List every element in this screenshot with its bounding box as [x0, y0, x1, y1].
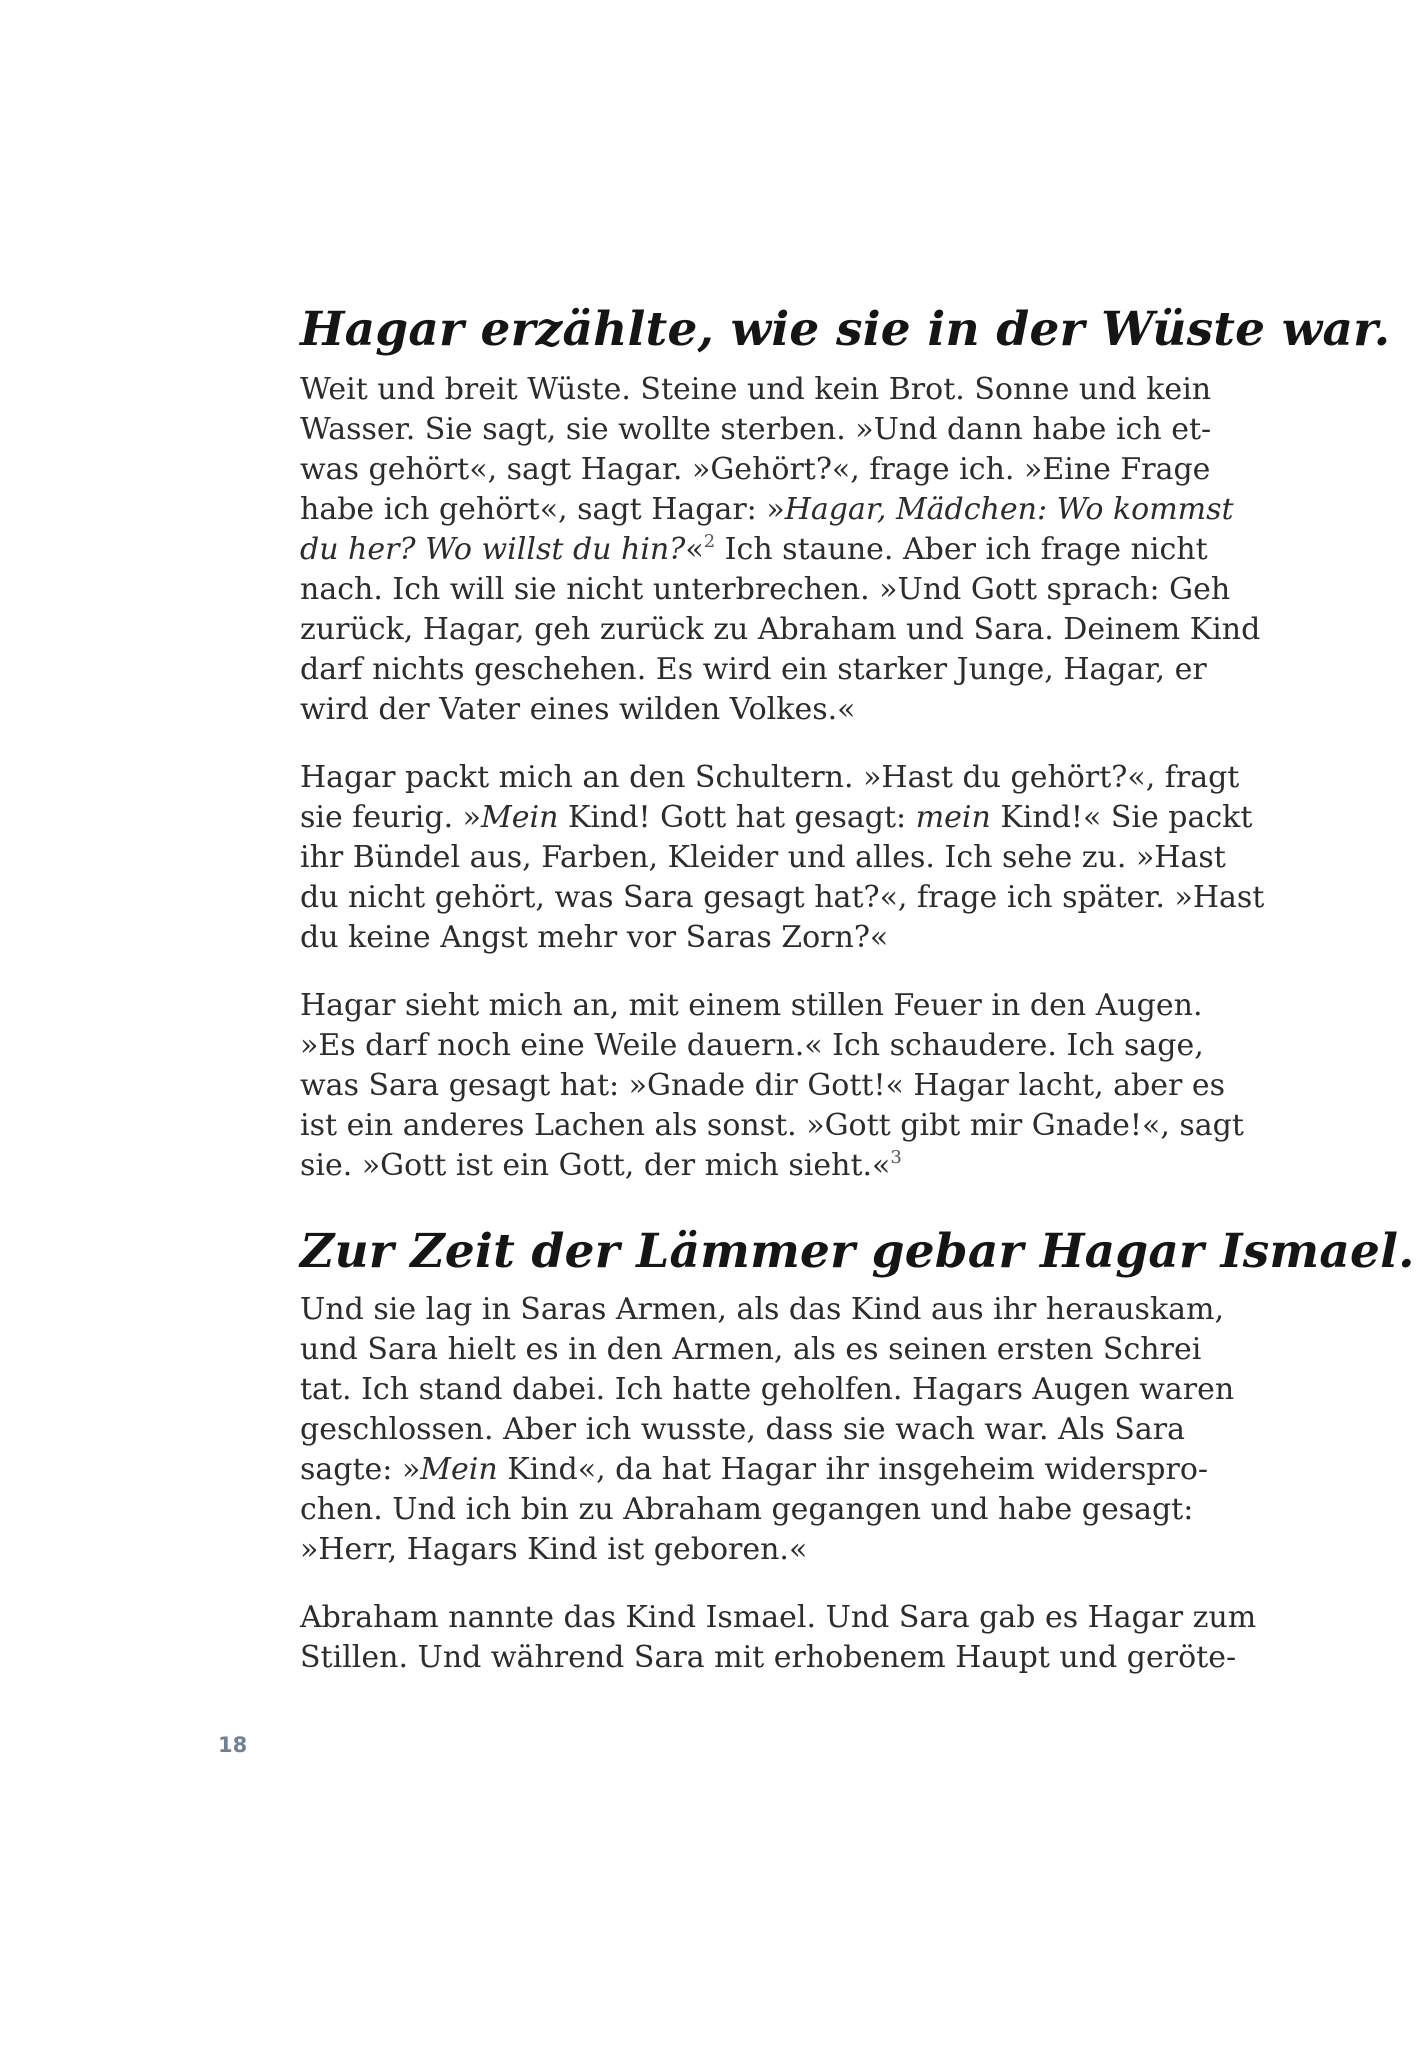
italic-text: Mein: [481, 800, 559, 835]
text-line: [300, 490, 1234, 530]
text-segment: du nicht gehört, was Sara gesagt hat?«, frage ich später. »Hast: [300, 880, 1265, 915]
text-segment: Ich staune. Aber ich frage nicht: [715, 532, 1208, 567]
text-line: [300, 1290, 1224, 1330]
text-line: [300, 758, 1240, 798]
text-segment: was Sara gesagt hat: »Gnade dir Gott!« Hagar lacht, aber es: [300, 1068, 1226, 1103]
page-number: 18: [218, 1733, 248, 1757]
text-line: [300, 530, 1208, 570]
text-line: [300, 650, 1207, 690]
text-segment: Kind! Gott hat gesagt:: [558, 800, 916, 835]
text-line: [300, 410, 1212, 450]
text-segment: »Herr, Hagars Kind ist geboren.«: [300, 1532, 808, 1567]
text-segment: sie. »Gott ist ein Gott, der mich sieht.«: [300, 1148, 891, 1183]
text-segment: sagte: »: [300, 1452, 421, 1487]
text-line: [300, 918, 1150, 958]
text-segment: darf nichts geschehen. Es wird ein starker Junge, Hagar, er: [300, 652, 1207, 687]
text-line: [300, 610, 1261, 650]
text-segment: zurück, Hagar, geh zurück zu Abraham und Sara. Deinem Kind: [300, 612, 1261, 647]
text-segment: Abraham nannte das Kind Ismael. Und Sara gab es Hagar zum: [300, 1600, 1257, 1635]
text-line: [300, 1530, 1150, 1570]
paragraph: [300, 370, 1261, 730]
section-heading-2: Zur Zeit der Lämmer gebar Hagar Ismael.: [300, 1224, 1415, 1279]
footnote-marker: 3: [890, 1147, 902, 1168]
text-segment: «: [685, 532, 704, 567]
text-segment: tat. Ich stand dabei. Ich hatte geholfen. Hagars Augen waren: [300, 1372, 1235, 1407]
text-segment: was gehört«, sagt Hagar. »Gehört?«, frage ich. »Eine Frage: [300, 452, 1211, 487]
text-line: [300, 1106, 1244, 1146]
text-line: [300, 1026, 1204, 1066]
text-line: [300, 570, 1231, 610]
footnote-marker: 2: [703, 531, 716, 552]
paragraph: [300, 1290, 1235, 1570]
section-heading-1: Hagar erzählte, wie sie in der Wüste war.: [300, 302, 1391, 357]
text-column: [300, 300, 1415, 1706]
text-segment: habe ich gehört«, sagt Hagar: »: [300, 492, 785, 527]
text-segment: sie feurig. »: [300, 800, 482, 835]
text-segment: Hagar packt mich an den Schultern. »Hast du gehört?«, fragt: [300, 760, 1240, 795]
text-line: [300, 1410, 1185, 1450]
text-segment: Kind«, da hat Hagar ihr insgeheim widerspro-: [497, 1452, 1209, 1487]
text-line: [300, 1370, 1235, 1410]
text-line: [300, 798, 1253, 838]
text-segment: Weit und breit Wüste. Steine und kein Brot. Sonne und kein: [300, 372, 1212, 407]
text-line: [300, 690, 1150, 730]
text-segment: Und sie lag in Saras Armen, als das Kind aus ihr herauskam,: [300, 1292, 1224, 1327]
text-segment: Kind!« Sie packt: [990, 800, 1253, 835]
text-segment: ist ein anderes Lachen als sonst. »Gott gibt mir Gnade!«, sagt: [300, 1108, 1244, 1143]
text-line: [300, 1146, 1150, 1186]
text-segment: chen. Und ich bin zu Abraham gegangen und habe gesagt:: [300, 1492, 1194, 1527]
text-segment: du keine Angst mehr vor Saras Zorn?«: [300, 920, 889, 955]
text-line: [300, 1638, 1237, 1678]
italic-text: mein: [915, 800, 991, 835]
text-line: [300, 986, 1203, 1026]
text-line: [300, 1330, 1202, 1370]
text-segment: geschlossen. Aber ich wusste, dass sie wach war. Als Sara: [300, 1412, 1185, 1447]
text-segment: ihr Bündel aus, Farben, Kleider und alles. Ich sehe zu. »Hast: [300, 840, 1226, 875]
text-segment: Stillen. Und während Sara mit erhobenem Haupt und geröte-: [300, 1640, 1237, 1675]
italic-text: Hagar, Mädchen: Wo kommst: [784, 492, 1234, 527]
text-line: [300, 1066, 1226, 1106]
text-line: [300, 450, 1211, 490]
text-segment: Wasser. Sie sagt, sie wollte sterben. »Und dann habe ich et-: [300, 412, 1212, 447]
paragraph: [300, 986, 1244, 1186]
text-line: [300, 1450, 1209, 1490]
text-segment: Hagar sieht mich an, mit einem stillen Feuer in den Augen.: [300, 988, 1203, 1023]
text-segment: nach. Ich will sie nicht unterbrechen. »Und Gott sprach: Geh: [300, 572, 1231, 607]
text-segment: wird der Vater eines wilden Volkes.«: [300, 692, 856, 727]
text-line: [300, 838, 1226, 878]
text-line: [300, 1598, 1257, 1638]
italic-text: Mein: [420, 1452, 498, 1487]
text-segment: und Sara hielt es in den Armen, als es seinen ersten Schrei: [300, 1332, 1202, 1367]
text-line: [300, 878, 1265, 918]
text-segment: »Es darf noch eine Weile dauern.« Ich schaudere. Ich sage,: [300, 1028, 1204, 1063]
paragraph: [300, 1598, 1257, 1678]
paragraph: [300, 758, 1265, 958]
italic-text: du her? Wo willst du hin?: [300, 532, 686, 567]
text-line: [300, 370, 1212, 410]
text-line: [300, 1490, 1194, 1530]
